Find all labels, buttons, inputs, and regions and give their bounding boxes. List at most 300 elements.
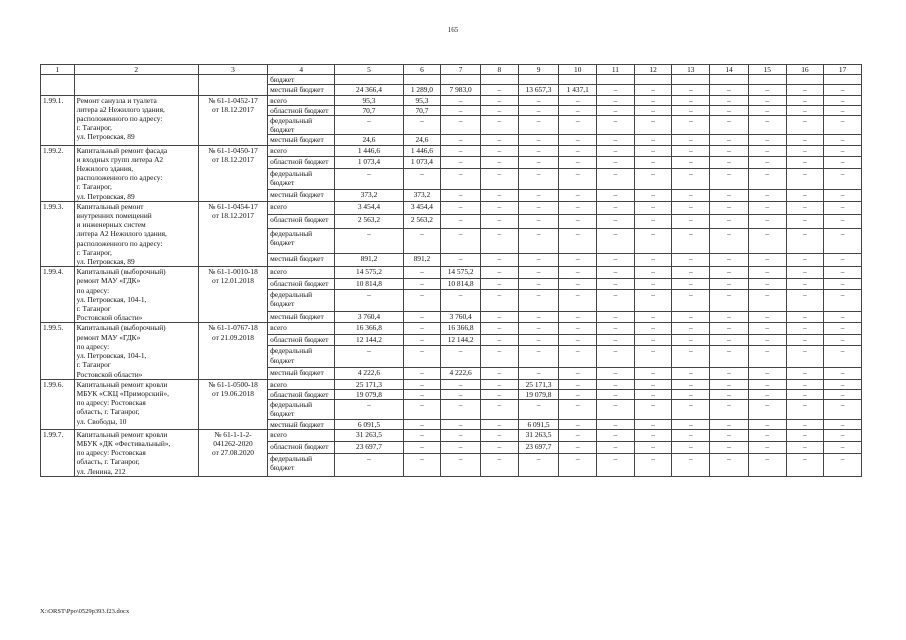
amount-cell: 10 814,8 xyxy=(335,278,403,289)
amount-cell: – xyxy=(335,400,403,419)
table-row xyxy=(41,429,862,441)
amount-cell: – xyxy=(748,400,786,419)
amount-cell: – xyxy=(480,323,518,334)
amount-cell: – xyxy=(441,145,481,156)
amount-cell: – xyxy=(710,346,749,368)
table-row xyxy=(41,145,862,156)
amount-cell xyxy=(480,75,518,85)
amount-cell: – xyxy=(672,85,710,95)
amount-cell: – xyxy=(518,311,559,323)
amount-cell: – xyxy=(559,145,597,156)
budget-source: федеральный бюджет xyxy=(268,290,335,312)
budget-source: местный бюджет xyxy=(268,311,335,323)
amount-cell: 1 446,6 xyxy=(335,145,403,156)
amount-cell: – xyxy=(634,253,672,266)
amount-cell: – xyxy=(480,105,518,115)
amount-cell: – xyxy=(441,453,481,476)
amount-cell: 16 366,8 xyxy=(441,323,481,334)
amount-cell: – xyxy=(634,334,672,345)
amount-cell: – xyxy=(710,135,749,145)
amount-cell: – xyxy=(748,95,786,105)
amount-cell: – xyxy=(403,400,441,419)
amount-cell: – xyxy=(672,323,710,334)
amount-cell: – xyxy=(634,323,672,334)
amount-cell: – xyxy=(748,157,786,168)
object-description: Капитальный ремонт фасада и входных групп литера А2 Нежилого здания, расположенного по адресу: г. Таганрог, ул. Петровская, 89 xyxy=(74,145,198,201)
amount-cell: – xyxy=(786,400,824,419)
amount-cell: – xyxy=(335,116,403,135)
table-row xyxy=(41,75,862,85)
amount-cell: – xyxy=(672,419,710,429)
amount-cell: 14 575,2 xyxy=(335,267,403,278)
amount-cell: – xyxy=(597,429,635,441)
amount-cell: – xyxy=(634,267,672,278)
column-header: 6 xyxy=(403,65,441,75)
amount-cell: – xyxy=(403,228,441,253)
amount-cell: – xyxy=(748,346,786,368)
amount-cell: – xyxy=(403,116,441,135)
amount-cell: – xyxy=(559,157,597,168)
amount-cell: – xyxy=(335,168,403,190)
amount-cell: – xyxy=(518,453,559,476)
amount-cell: 373,2 xyxy=(403,190,441,202)
table-row xyxy=(41,95,862,105)
amount-cell: – xyxy=(786,334,824,345)
amount-cell: – xyxy=(335,453,403,476)
amount-cell: – xyxy=(786,278,824,289)
amount-cell xyxy=(403,75,441,85)
budget-source: федеральный бюджет xyxy=(268,168,335,190)
amount-cell: – xyxy=(824,290,862,312)
amount-cell: – xyxy=(480,228,518,253)
amount-cell: – xyxy=(786,267,824,278)
amount-cell: – xyxy=(634,201,672,214)
amount-cell: – xyxy=(480,267,518,278)
amount-cell: – xyxy=(597,453,635,476)
amount-cell: – xyxy=(403,346,441,368)
amount-cell: – xyxy=(559,105,597,115)
amount-cell: 4 222,6 xyxy=(335,368,403,380)
object-description: Капитальный ремонт внутренних помещений и инженерных систем литера А2 Нежилого здания, расположенного по адресу: г. Таганрог, ул. Петровская, 89 xyxy=(74,201,198,266)
amount-cell: – xyxy=(518,228,559,253)
amount-cell: 23 697,7 xyxy=(335,441,403,453)
amount-cell: – xyxy=(480,253,518,266)
amount-cell: – xyxy=(441,135,481,145)
amount-cell: – xyxy=(480,215,518,228)
amount-cell: – xyxy=(597,290,635,312)
amount-cell: – xyxy=(441,441,481,453)
amount-cell: 95,3 xyxy=(335,95,403,105)
amount-cell: – xyxy=(597,190,635,202)
amount-cell: – xyxy=(824,429,862,441)
budget-source: областной бюджет xyxy=(268,215,335,228)
amount-cell: – xyxy=(824,368,862,380)
amount-cell: – xyxy=(748,267,786,278)
budget-source: федеральный бюджет xyxy=(268,228,335,253)
amount-cell: – xyxy=(559,168,597,190)
amount-cell: – xyxy=(518,145,559,156)
amount-cell: – xyxy=(559,116,597,135)
document-reference: № 61-1-0454-17 от 18.12.2017 xyxy=(198,201,267,266)
amount-cell: – xyxy=(748,215,786,228)
amount-cell: – xyxy=(518,346,559,368)
amount-cell: – xyxy=(786,116,824,135)
budget-source: областной бюджет xyxy=(268,105,335,115)
amount-cell: – xyxy=(335,228,403,253)
amount-cell: – xyxy=(786,168,824,190)
amount-cell: – xyxy=(480,157,518,168)
page-number: 165 xyxy=(447,26,459,34)
budget-source: местный бюджет xyxy=(268,368,335,380)
amount-cell: – xyxy=(748,145,786,156)
amount-cell: – xyxy=(518,105,559,115)
amount-cell: – xyxy=(634,441,672,453)
amount-cell: – xyxy=(480,145,518,156)
budget-source: всего xyxy=(268,145,335,156)
amount-cell: – xyxy=(597,95,635,105)
amount-cell: – xyxy=(518,157,559,168)
amount-cell: – xyxy=(403,267,441,278)
amount-cell: – xyxy=(559,190,597,202)
amount-cell: – xyxy=(559,228,597,253)
amount-cell: – xyxy=(597,157,635,168)
amount-cell: – xyxy=(710,334,749,345)
amount-cell: – xyxy=(634,419,672,429)
amount-cell: – xyxy=(824,323,862,334)
amount-cell: – xyxy=(634,346,672,368)
amount-cell: 31 263,5 xyxy=(518,429,559,441)
amount-cell: – xyxy=(672,95,710,105)
amount-cell xyxy=(710,75,749,85)
amount-cell: – xyxy=(710,267,749,278)
budget-source: федеральный бюджет xyxy=(268,116,335,135)
amount-cell: – xyxy=(335,290,403,312)
amount-cell: – xyxy=(480,135,518,145)
amount-cell: 24,6 xyxy=(335,135,403,145)
amount-cell: – xyxy=(597,145,635,156)
file-path-footer: X:\ORST\Ppo\0529p393.f23.docx xyxy=(40,608,130,615)
budget-source: местный бюджет xyxy=(268,253,335,266)
amount-cell: – xyxy=(480,379,518,389)
amount-cell: – xyxy=(748,441,786,453)
amount-cell: – xyxy=(786,215,824,228)
amount-cell: – xyxy=(559,389,597,399)
amount-cell: – xyxy=(480,278,518,289)
row-number xyxy=(41,75,75,95)
document-reference: № 61-1-1-2- 041262-2020 от 27.08.2020 xyxy=(198,429,267,476)
amount-cell: 23 697,7 xyxy=(518,441,559,453)
table-row xyxy=(41,201,862,214)
amount-cell: – xyxy=(634,190,672,202)
object-description: Капитальный (выборочный) ремонт МАУ «ГДК» по адресу: ул. Петровская, 104-1, г. Таганрог Ростовской области» xyxy=(74,267,198,323)
amount-cell: – xyxy=(518,201,559,214)
amount-cell: 891,2 xyxy=(403,253,441,266)
document-reference xyxy=(198,75,267,95)
amount-cell: – xyxy=(634,368,672,380)
budget-source: областной бюджет xyxy=(268,334,335,345)
amount-cell: – xyxy=(824,135,862,145)
amount-cell: – xyxy=(441,116,481,135)
column-header: 10 xyxy=(559,65,597,75)
document-reference: № 61-1-0010-18 от 12.01.2018 xyxy=(198,267,267,323)
amount-cell xyxy=(824,75,862,85)
amount-cell: – xyxy=(597,267,635,278)
amount-cell: – xyxy=(824,441,862,453)
column-header: 5 xyxy=(335,65,403,75)
amount-cell: – xyxy=(559,311,597,323)
document-reference: № 61-1-0767-18 от 21.09.2018 xyxy=(198,323,267,379)
amount-cell: 1 289,0 xyxy=(403,85,441,95)
amount-cell: – xyxy=(672,441,710,453)
amount-cell: – xyxy=(634,95,672,105)
amount-cell: – xyxy=(634,85,672,95)
column-header: 14 xyxy=(710,65,749,75)
amount-cell: – xyxy=(597,323,635,334)
amount-cell: – xyxy=(710,95,749,105)
amount-cell: – xyxy=(480,346,518,368)
amount-cell: – xyxy=(748,105,786,115)
amount-cell: – xyxy=(786,145,824,156)
amount-cell: – xyxy=(672,135,710,145)
budget-source: всего xyxy=(268,323,335,334)
amount-cell: – xyxy=(597,135,635,145)
amount-cell: – xyxy=(672,400,710,419)
amount-cell: – xyxy=(480,116,518,135)
amount-cell: 3 454,4 xyxy=(403,201,441,214)
amount-cell: – xyxy=(672,379,710,389)
amount-cell: – xyxy=(710,228,749,253)
amount-cell: – xyxy=(710,441,749,453)
amount-cell: – xyxy=(518,95,559,105)
budget-source: местный бюджет xyxy=(268,85,335,95)
amount-cell: – xyxy=(480,190,518,202)
amount-cell: 10 814,8 xyxy=(441,278,481,289)
amount-cell xyxy=(335,75,403,85)
column-header: 9 xyxy=(518,65,559,75)
amount-cell: – xyxy=(786,346,824,368)
amount-cell: – xyxy=(597,85,635,95)
amount-cell: – xyxy=(559,429,597,441)
amount-cell: – xyxy=(518,253,559,266)
amount-cell: – xyxy=(634,379,672,389)
amount-cell: – xyxy=(824,278,862,289)
amount-cell: – xyxy=(672,116,710,135)
amount-cell: – xyxy=(441,157,481,168)
budget-source: местный бюджет xyxy=(268,135,335,145)
amount-cell: – xyxy=(441,379,481,389)
amount-cell: – xyxy=(748,228,786,253)
amount-cell: – xyxy=(559,441,597,453)
amount-cell: 6 091,5 xyxy=(518,419,559,429)
amount-cell: – xyxy=(441,253,481,266)
amount-cell: – xyxy=(559,379,597,389)
amount-cell: 25 171,3 xyxy=(335,379,403,389)
amount-cell: – xyxy=(824,389,862,399)
amount-cell: – xyxy=(559,253,597,266)
amount-cell: – xyxy=(710,253,749,266)
amount-cell: – xyxy=(672,228,710,253)
column-header: 15 xyxy=(748,65,786,75)
amount-cell: – xyxy=(710,215,749,228)
amount-cell: – xyxy=(480,168,518,190)
amount-cell: 1 437,1 xyxy=(559,85,597,95)
amount-cell: – xyxy=(518,168,559,190)
column-header: 11 xyxy=(597,65,635,75)
amount-cell: – xyxy=(403,290,441,312)
amount-cell: – xyxy=(597,278,635,289)
amount-cell: – xyxy=(559,368,597,380)
amount-cell: – xyxy=(480,368,518,380)
budget-source: бюджет xyxy=(268,75,335,85)
amount-cell: 1 073,4 xyxy=(335,157,403,168)
amount-cell: – xyxy=(403,334,441,345)
amount-cell: – xyxy=(672,253,710,266)
amount-cell: – xyxy=(597,168,635,190)
amount-cell xyxy=(518,75,559,85)
amount-cell: – xyxy=(480,201,518,214)
amount-cell: – xyxy=(786,379,824,389)
budget-source: федеральный бюджет xyxy=(268,400,335,419)
amount-cell: – xyxy=(518,190,559,202)
budget-source: областной бюджет xyxy=(268,441,335,453)
amount-cell: – xyxy=(824,253,862,266)
amount-cell: – xyxy=(403,368,441,380)
amount-cell: – xyxy=(748,168,786,190)
amount-cell: – xyxy=(824,157,862,168)
amount-cell: – xyxy=(597,379,635,389)
header-row xyxy=(41,65,862,75)
amount-cell: – xyxy=(480,95,518,105)
amount-cell: – xyxy=(824,228,862,253)
amount-cell: – xyxy=(672,145,710,156)
budget-source: всего xyxy=(268,95,335,105)
amount-cell: – xyxy=(824,267,862,278)
amount-cell: – xyxy=(824,215,862,228)
amount-cell: – xyxy=(518,135,559,145)
amount-cell: – xyxy=(672,290,710,312)
amount-cell: – xyxy=(824,105,862,115)
amount-cell: – xyxy=(824,85,862,95)
amount-cell: – xyxy=(710,105,749,115)
amount-cell: – xyxy=(748,379,786,389)
amount-cell: – xyxy=(748,116,786,135)
amount-cell: 19 079,8 xyxy=(335,389,403,399)
amount-cell: – xyxy=(403,311,441,323)
amount-cell: – xyxy=(786,368,824,380)
amount-cell: – xyxy=(786,190,824,202)
amount-cell: 24,6 xyxy=(403,135,441,145)
amount-cell: – xyxy=(559,400,597,419)
amount-cell: – xyxy=(441,95,481,105)
amount-cell: – xyxy=(441,429,481,441)
amount-cell: – xyxy=(672,278,710,289)
amount-cell: 13 657,3 xyxy=(518,85,559,95)
object-description: Капитальный ремонт кровли МБУК «СКЦ «Приморский», по адресу: Ростовская область, г. Таганрог, ул. Свободы, 10 xyxy=(74,379,198,429)
amount-cell: – xyxy=(748,290,786,312)
amount-cell: – xyxy=(441,228,481,253)
amount-cell: – xyxy=(710,379,749,389)
amount-cell: 1 446,6 xyxy=(403,145,441,156)
amount-cell: – xyxy=(559,95,597,105)
amount-cell: – xyxy=(518,278,559,289)
amount-cell: – xyxy=(597,201,635,214)
amount-cell: – xyxy=(634,400,672,419)
amount-cell: 16 366,8 xyxy=(335,323,403,334)
amount-cell: – xyxy=(518,267,559,278)
amount-cell: – xyxy=(518,400,559,419)
amount-cell: – xyxy=(634,453,672,476)
amount-cell: – xyxy=(786,105,824,115)
amount-cell xyxy=(597,75,635,85)
amount-cell: 891,2 xyxy=(335,253,403,266)
column-header: 12 xyxy=(634,65,672,75)
amount-cell: 19 079,8 xyxy=(518,389,559,399)
amount-cell: – xyxy=(748,419,786,429)
budget-source: всего xyxy=(268,267,335,278)
amount-cell: 2 563,2 xyxy=(335,215,403,228)
amount-cell: – xyxy=(824,95,862,105)
amount-cell: – xyxy=(634,135,672,145)
row-number: 1.99.5. xyxy=(41,323,75,379)
amount-cell: – xyxy=(824,453,862,476)
amount-cell: – xyxy=(786,290,824,312)
budget-source: местный бюджет xyxy=(268,190,335,202)
amount-cell: – xyxy=(672,168,710,190)
amount-cell: – xyxy=(710,145,749,156)
amount-cell: – xyxy=(597,441,635,453)
amount-cell: – xyxy=(786,323,824,334)
amount-cell: – xyxy=(441,419,481,429)
budget-source: местный бюджет xyxy=(268,419,335,429)
amount-cell: – xyxy=(559,135,597,145)
document-reference: № 61-1-0500-18 от 19.06.2018 xyxy=(198,379,267,429)
budget-source: федеральный бюджет xyxy=(268,453,335,476)
amount-cell: – xyxy=(634,145,672,156)
amount-cell: – xyxy=(672,453,710,476)
amount-cell: – xyxy=(786,253,824,266)
row-number: 1.99.6. xyxy=(41,379,75,429)
amount-cell: – xyxy=(441,168,481,190)
amount-cell: – xyxy=(559,290,597,312)
object-description xyxy=(74,75,198,95)
amount-cell: 14 575,2 xyxy=(441,267,481,278)
amount-cell: – xyxy=(710,201,749,214)
amount-cell: – xyxy=(597,311,635,323)
budget-source: областной бюджет xyxy=(268,278,335,289)
amount-cell: – xyxy=(597,346,635,368)
amount-cell: – xyxy=(824,311,862,323)
amount-cell: – xyxy=(786,429,824,441)
amount-cell: – xyxy=(480,334,518,345)
amount-cell: – xyxy=(403,168,441,190)
amount-cell: – xyxy=(634,311,672,323)
amount-cell: – xyxy=(597,116,635,135)
amount-cell: – xyxy=(403,379,441,389)
budget-source: всего xyxy=(268,379,335,389)
amount-cell: – xyxy=(748,453,786,476)
amount-cell: – xyxy=(597,389,635,399)
amount-cell: – xyxy=(748,323,786,334)
row-number: 1.99.7. xyxy=(41,429,75,476)
amount-cell: – xyxy=(748,253,786,266)
amount-cell: – xyxy=(672,429,710,441)
column-header: 13 xyxy=(672,65,710,75)
amount-cell: – xyxy=(403,429,441,441)
amount-cell: – xyxy=(824,379,862,389)
amount-cell: 12 144,2 xyxy=(335,334,403,345)
amount-cell: 12 144,2 xyxy=(441,334,481,345)
amount-cell: – xyxy=(672,368,710,380)
